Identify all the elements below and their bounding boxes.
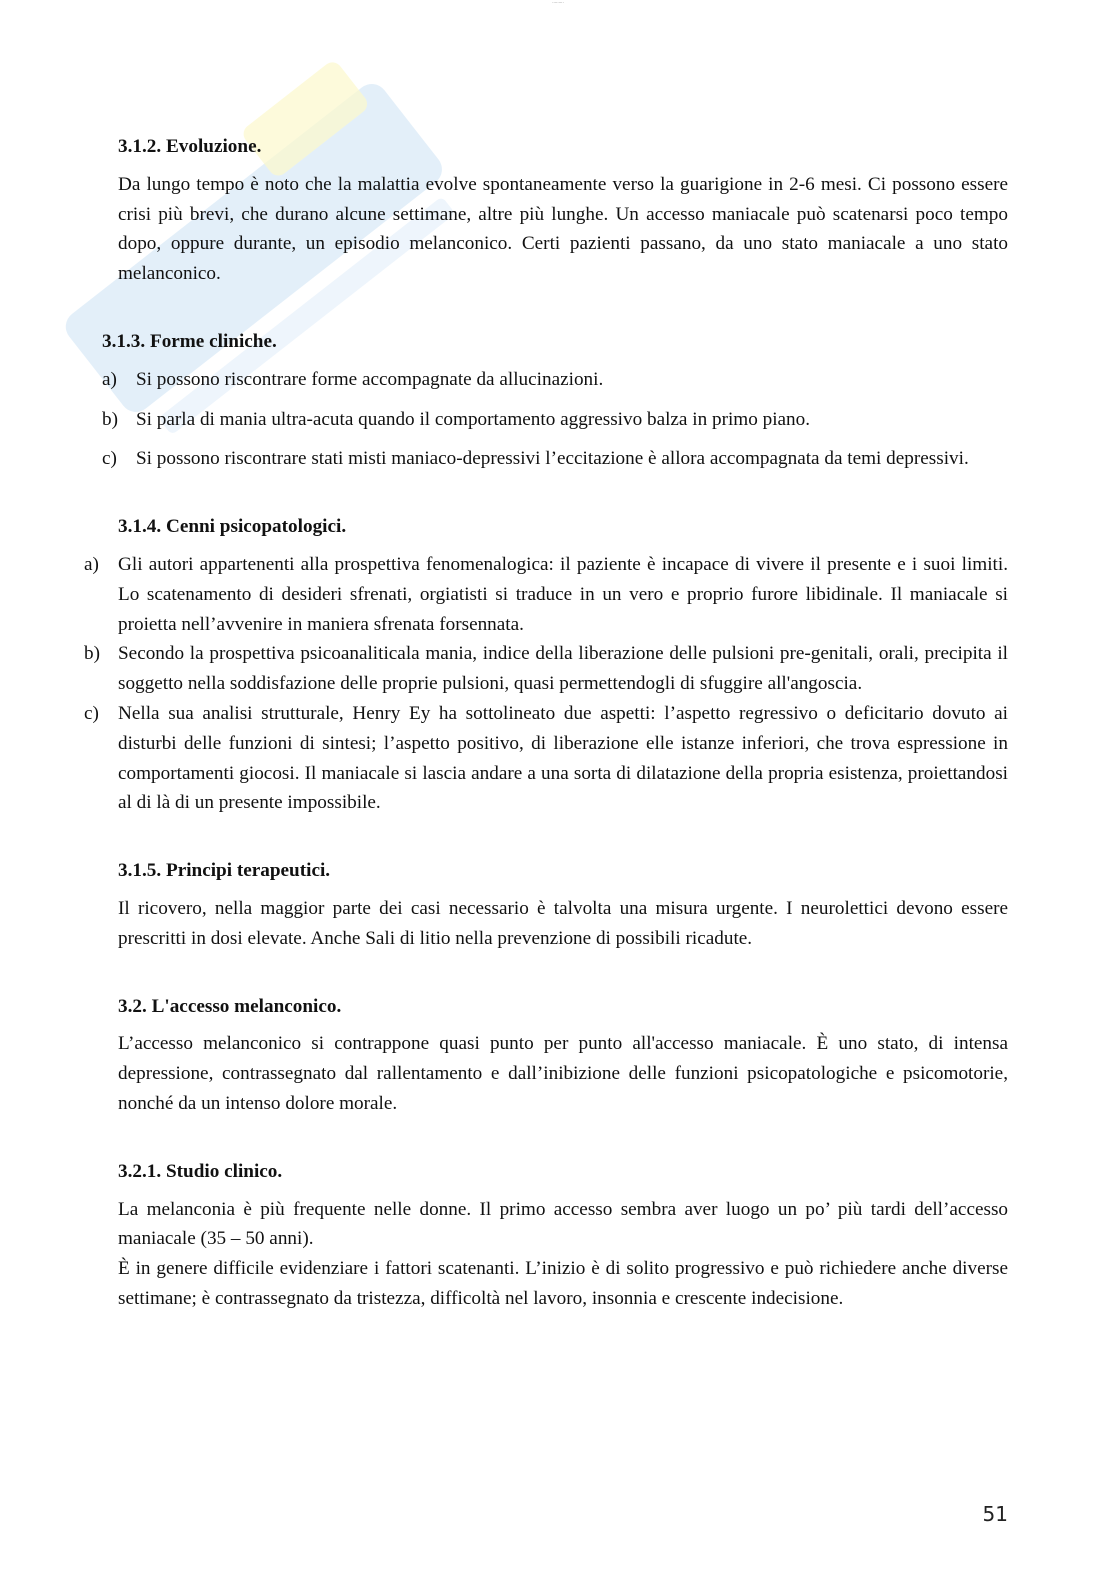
forme-list xyxy=(102,365,1008,474)
list-text: Nella sua analisi strutturale, Henry Ey ha sottolineato due aspetti: l’aspetto regressivo o deficitario dovuto ai disturbi delle funzioni di sintesi; l’aspetto positivo, di liberazione elle istanze inferiori, che trova espressione in comportamenti giocosi. Il maniacale si lascia andare a una sorta di dilatazione della propria esistenza, proiettandosi al di là di un presente impossibile. xyxy=(118,702,1008,814)
list-item xyxy=(102,405,1008,435)
section-paragraph: Il ricovero, nella maggior parte dei casi necessario è talvolta una misura urgente. I neurolettici devono essere prescritti in dosi elevate. Anche Sali di litio nella prevenzione di possibili ricadute. xyxy=(118,897,1008,949)
list-letter: a) xyxy=(84,553,99,575)
section-title: 3.2.1. Studio clinico. xyxy=(118,1160,283,1182)
section-title: 3.1.3. Forme cliniche. xyxy=(102,330,277,352)
list-item xyxy=(84,550,1008,639)
section-cenni-psicopatologici xyxy=(84,512,1008,818)
section-paragraph: Da lungo tempo è noto che la malattia evolve spontaneamente verso la guarigione in 2-6 mesi. Ci possono essere crisi più brevi, che durano alcune settimane, altre più lunghe. Un accesso maniacale può scatenarsi poco tempo dopo, oppure durante, un episodio melanconico. Certi pazienti passano, da uno stato maniacale a uno stato melanconico. xyxy=(118,173,1008,285)
section-accesso-melanconico xyxy=(118,992,1008,1119)
section-principi-terapeutici xyxy=(118,856,1008,953)
list-item xyxy=(102,444,1008,474)
list-text: Si possono riscontrare stati misti maniaco-depressivi l’eccitazione è allora accompagnata da temi depressivi. xyxy=(136,448,969,470)
top-mark: ········· xyxy=(552,0,564,5)
section-paragraph: È in genere difficile evidenziare i fattori scatenanti. L’inizio è di solito progressivo e può richiedere anche diverse settimane; è contrassegnato da tristezza, difficoltà nel lavoro, insonnia e crescente indecisione. xyxy=(118,1258,1008,1309)
list-letter: a) xyxy=(102,368,117,390)
page-number: 51 xyxy=(982,1502,1008,1526)
list-text: Si possono riscontrare forme accompagnate da allucinazioni. xyxy=(136,368,604,390)
list-letter: c) xyxy=(84,702,99,724)
document-body xyxy=(84,132,1008,1352)
list-letter: c) xyxy=(102,448,117,470)
section-title: 3.1.4. Cenni psicopatologici. xyxy=(118,516,347,538)
list-letter: b) xyxy=(84,643,100,665)
list-item xyxy=(84,699,1008,818)
list-item xyxy=(84,639,1008,699)
section-paragraph: L’accesso melanconico si contrappone quasi punto per punto all'accesso maniacale. È uno stato, di intensa depressione, contrassegnato dal rallentamento e dall’inibizione delle funzioni psicopatologiche e psicomotorie, nonché da un intenso dolore morale. xyxy=(118,1033,1008,1114)
section-forme-cliniche xyxy=(102,327,1008,474)
section-title: 3.1.5. Principi terapeutici. xyxy=(118,860,331,882)
list-text: Gli autori appartenenti alla prospettiva fenomenalogica: il paziente è incapace di vivere il presente e i suoi limiti. Lo scatenamento di desideri sfrenati, orgiatisti si traduce in un vero e proprio furore libidinale. Il maniacale si proietta nell’avvenire in maniera sfrenata forsennata. xyxy=(118,553,1008,635)
list-text: Secondo la prospettiva psicoanaliticala mania, indice della liberazione delle pulsioni pre-genitali, orali, precipita il soggetto nella soddisfazione delle proprie pulsioni, quasi permettendogli di sfuggire all'angoscia. xyxy=(118,643,1008,695)
cenni-list xyxy=(84,550,1008,818)
section-title: 3.2. L'accesso melanconico. xyxy=(118,995,342,1017)
section-studio-clinico xyxy=(118,1157,1008,1314)
list-letter: b) xyxy=(102,408,118,430)
section-title: 3.1.2. Evoluzione. xyxy=(118,136,262,157)
section-paragraph: La melanconia è più frequente nelle donne. Il primo accesso sembra aver luogo un po’ più tardi dell’accesso maniacale (35 – 50 anni). xyxy=(118,1198,1008,1250)
section-evoluzione xyxy=(118,132,1008,289)
list-item xyxy=(102,365,1008,395)
list-text: Si parla di mania ultra-acuta quando il comportamento aggressivo balza in primo piano. xyxy=(136,408,811,430)
